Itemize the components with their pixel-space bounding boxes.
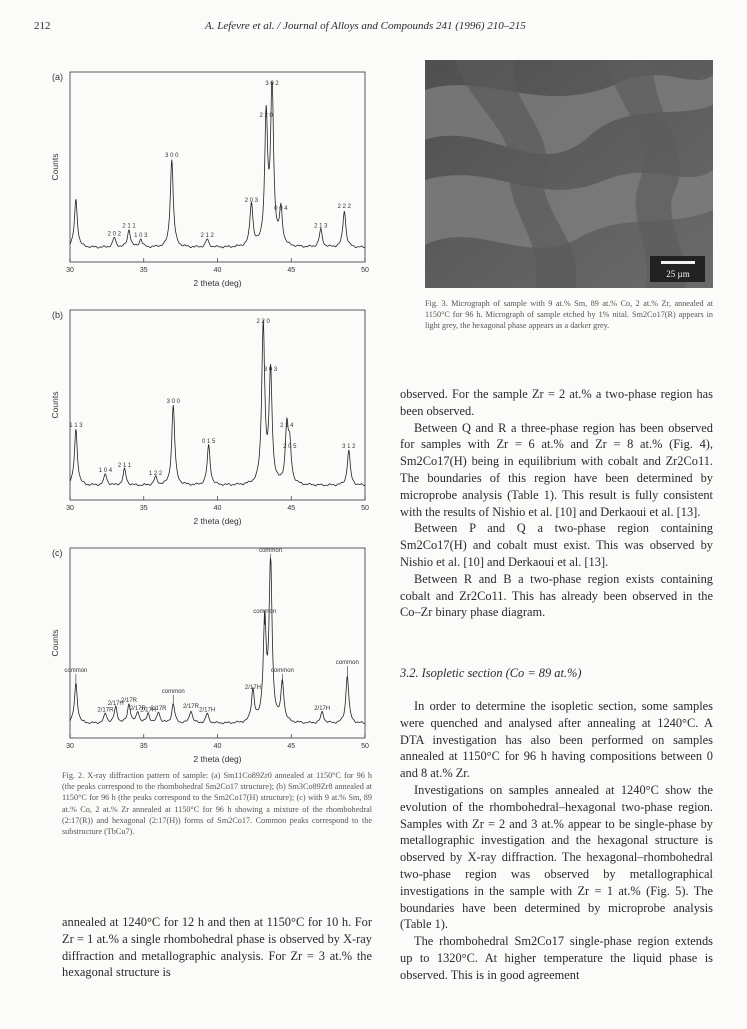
paragraph: The rhombohedral Sm2Co17 single-phase region extends up to 1320°C. At higher temperature the liquid phase is observed. This is in good agreement bbox=[400, 934, 713, 982]
y-axis-label: Counts bbox=[50, 391, 60, 419]
peak-label: common bbox=[335, 660, 359, 666]
x-tick-label: 35 bbox=[139, 505, 148, 512]
paragraph: Between P and Q a two-phase region containing Sm2Co17(H) and cobalt must exist. This was observed by Nishio et al. [10] and Derkaoui et al. [13]. bbox=[400, 521, 713, 569]
peak-label: 2 2 0 bbox=[256, 319, 270, 325]
peak-label: 1 0 4 bbox=[98, 467, 113, 474]
peak-label: 3 1 2 bbox=[342, 443, 356, 450]
peak-label: 2/17H bbox=[107, 701, 124, 707]
peak-label: 2 1 1 bbox=[122, 223, 136, 230]
x-tick-label: 50 bbox=[361, 743, 369, 750]
peak-label: common bbox=[161, 688, 185, 695]
peak-label: 2 1 1 bbox=[117, 463, 132, 469]
fig3-caption: Fig. 3. Micrograph of sample with 9 at.% Sm, 89 at.% Co, 2 at.% Zr, annealed at 1150°C for 96 h. Micrograph of sample etched by 1% nital. Sm2Co17(R) appears in light grey, the hexagonal phase appears as a darker grey. bbox=[425, 299, 713, 331]
diffraction-pattern-line bbox=[70, 320, 365, 486]
paragraph: In order to determine the isopletic section, some samples were quenched and analysed after annealing at 1240°C. A DTA investigation has also been performed on samples annealed at 1150°C for 96 h having compositions between 0 and 8 at.% Zr. bbox=[400, 699, 713, 781]
peak-label: 2 1 2 bbox=[200, 233, 214, 239]
peak-label: 2 1 4 bbox=[280, 423, 294, 429]
panel-label: (c) bbox=[52, 548, 63, 558]
x-axis-label: 2 theta (deg) bbox=[193, 516, 242, 526]
xrd-chart-a bbox=[30, 62, 375, 294]
peak-label: 2 0 5 bbox=[283, 443, 297, 450]
fig2-caption: Fig. 2. X-ray diffraction pattern of sample: (a) Sm11Co89Zr0 annealed at 1150°C for 96 h (the peaks correspond to the rhombohedral Sm2Co17 structure); (b) Sm3Co89Zr8 annealed at 1150°C for 96 h (the peaks correspond to the Sm2Co17(H) structure); (c) with 9 at.% Sm, 89 at.% Co, 2 at.% Zr annealed at 1150°C for 96 h showing a mixture of the rhombohedral (2:17(R)) and hexagonal (2:17(H)) forms of Sm2Co17. Common peaks correspond to the substructure (TbCu7). bbox=[62, 771, 372, 837]
peak-label: 3 0 2 bbox=[265, 81, 279, 87]
right-column-lower bbox=[400, 698, 713, 984]
peak-label: 2/17H bbox=[140, 707, 157, 714]
section-heading: 3.2. Isopletic section (Co = 89 at.%) bbox=[400, 666, 582, 680]
peak-label: 2/17R bbox=[97, 707, 114, 714]
x-tick-label: 30 bbox=[66, 505, 74, 512]
panel-label: (a) bbox=[52, 72, 63, 82]
peak-label: common bbox=[253, 608, 277, 615]
peak-label: common bbox=[259, 548, 283, 554]
paragraph: Between Q and R a three-phase region has been observed for samples with Zr = 6 at.% and Zr = 8 at.% (Fig. 4), Sm2Co17(H) being in equilibrium with cobalt and Zr2Co11. The boundaries of this region have been determined by microprobe analysis (Table 1). This result is fully consistent with the results of Nishio et al. [10] and Derkaoui et al. [13]. bbox=[400, 420, 713, 519]
peak-label: 2 0 3 bbox=[244, 197, 259, 204]
right-column-upper bbox=[400, 386, 713, 621]
peak-label: 2/17H bbox=[244, 685, 261, 691]
y-axis-label: Counts bbox=[50, 153, 60, 181]
xrd-panel-b bbox=[30, 300, 375, 532]
x-tick-label: 45 bbox=[287, 743, 296, 750]
x-tick-label: 45 bbox=[287, 505, 296, 512]
x-tick-label: 35 bbox=[139, 743, 148, 750]
x-axis-label: 2 theta (deg) bbox=[193, 754, 242, 764]
peak-label: 3 0 3 bbox=[263, 367, 278, 373]
x-tick-label: 40 bbox=[213, 505, 222, 512]
xrd-chart-c bbox=[30, 538, 375, 770]
x-axis-label: 2 theta (deg) bbox=[193, 278, 242, 288]
peak-label: common bbox=[64, 668, 88, 674]
scale-bar bbox=[661, 261, 695, 264]
peak-label: 2 2 0 bbox=[259, 113, 273, 119]
left-column-text bbox=[62, 914, 372, 981]
paragraph: Investigations on samples annealed at 1240°C show the evolution of the rhombohedral–hexagonal two-phase region. Samples with Zr = 2 and 3 at.% appear to be single-phase by metallographic investigation and the hexagonal structure is observed by X-ray diffraction. The hexagonal–rhombohedral two-phase region was observed by metallographical investigations in the sample with Zr = 1 at.% (Fig. 5). The boundaries have been determined by microprobe analysis (Table 1). bbox=[400, 782, 713, 932]
x-tick-label: 45 bbox=[287, 267, 296, 274]
plot-frame bbox=[70, 310, 365, 500]
peak-label: 0 0 4 bbox=[274, 205, 288, 212]
x-tick-label: 30 bbox=[66, 743, 74, 750]
peak-label: 2 1 3 bbox=[314, 223, 328, 230]
peak-label: 1 0 3 bbox=[134, 233, 148, 239]
x-tick-label: 30 bbox=[66, 267, 74, 274]
xrd-panel-a bbox=[30, 62, 375, 294]
peak-label: 2/17H bbox=[199, 707, 216, 714]
peak-label: 3 0 0 bbox=[166, 399, 180, 405]
peak-label: 2/17R bbox=[150, 705, 167, 712]
paragraph: observed. For the sample Zr = 2 at.% a two-phase region has been observed. bbox=[400, 387, 713, 418]
peak-label: 1 1 3 bbox=[69, 423, 83, 429]
peak-label: 2 0 2 bbox=[107, 231, 121, 238]
peak-label: 0 1 5 bbox=[201, 439, 216, 445]
x-tick-label: 50 bbox=[361, 267, 369, 274]
xrd-panel-c bbox=[30, 538, 375, 770]
peak-label: 2/17R bbox=[129, 705, 146, 712]
x-tick-label: 35 bbox=[139, 267, 148, 274]
peak-label: 3 0 0 bbox=[165, 153, 179, 159]
page-number: 212 bbox=[34, 20, 51, 32]
scale-bar-label: 25 µm bbox=[666, 269, 690, 279]
peak-label: 2 2 2 bbox=[337, 204, 352, 211]
x-tick-label: 50 bbox=[361, 505, 369, 512]
peak-label: 2/17R bbox=[120, 697, 138, 704]
running-title: A. Lefevre et al. / Journal of Alloys and Compounds 241 (1996) 210–215 bbox=[205, 20, 526, 32]
x-tick-label: 40 bbox=[213, 743, 222, 750]
panel-label: (b) bbox=[52, 310, 63, 320]
micrograph-picture bbox=[425, 60, 713, 288]
paragraph: Between R and B a two-phase region exists containing cobalt and Zr2Co11. This has already been observed in the Co–Zr binary phase diagram. bbox=[400, 571, 713, 620]
xrd-chart-b bbox=[30, 300, 375, 532]
peak-label: 2/17R bbox=[182, 704, 199, 711]
peak-label: common bbox=[270, 668, 294, 674]
diffraction-pattern-line bbox=[70, 558, 365, 724]
peak-label: 2/17H bbox=[314, 705, 331, 712]
x-tick-label: 40 bbox=[213, 267, 222, 274]
y-axis-label: Counts bbox=[50, 629, 60, 657]
micrograph-image bbox=[425, 60, 713, 288]
peak-label: 1 2 2 bbox=[148, 471, 163, 477]
paragraph: annealed at 1240°C for 12 h and then at 1150°C for 10 h. For Zr = 1 at.% a single rhombohedral phase is observed by X-ray diffraction and metallographic analysis. For Zr = 3 at.% the hexagonal structure is bbox=[62, 915, 372, 980]
